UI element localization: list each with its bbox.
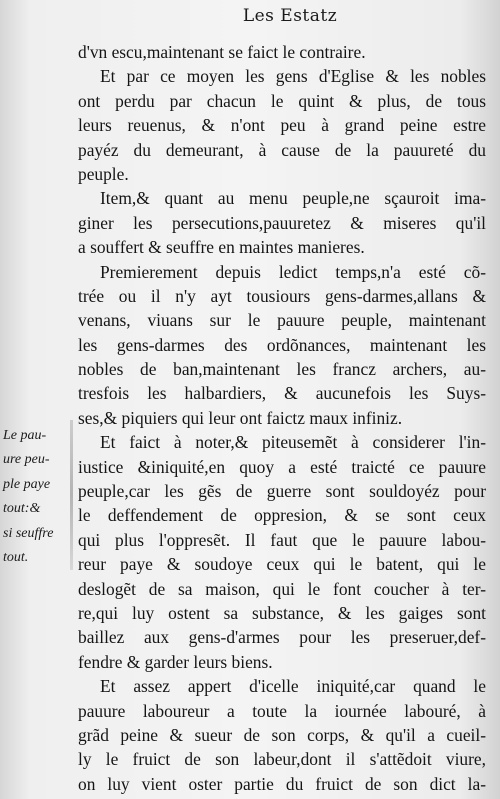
text-line: peuple,car les gẽs de guerre sont souldoyéz pour xyxy=(78,481,486,502)
text-line: deslogẽt de sa maison, qui le font coucher à ter- xyxy=(78,578,486,599)
text-line: re,qui luy ostent sa substance, & les gaiges sont xyxy=(78,602,486,623)
margin-note-line: tout:& xyxy=(3,501,41,517)
text-line: leurs reuenus, & n'ont peu à grand peine estre xyxy=(78,115,486,136)
text-line: reur paye & soudoye ceux qui le batent, qui le xyxy=(78,554,486,575)
text-line: ses,& piquiers qui leur ont faictz maux infiniz. xyxy=(78,407,403,428)
text-line: payéz du demeurant, à cause de la pauureté du xyxy=(78,139,486,160)
text-line: Et faict à noter,& piteusemẽt à considerer l'in- xyxy=(100,432,486,453)
margin-note xyxy=(3,424,71,570)
margin-note-line: ure peu- xyxy=(3,452,50,468)
text-line: grãd peine & sueur de son corps, & qu'il a cueil- xyxy=(78,724,486,745)
text-line: nobles de ban,maintenant les francz archers, au- xyxy=(78,359,486,380)
text-line: ont perdu par chacun le quint & plus, de tous xyxy=(78,90,486,111)
text-line: ly le fruict de son labeur,dont il s'attẽdoit viure, xyxy=(78,749,486,770)
text-line: qui plus l'oppresẽt. Il faut que le pauure labou- xyxy=(78,529,486,550)
text-line: Et assez appert d'icelle iniquité,car quand le xyxy=(100,676,486,697)
margin-note-line: tout. xyxy=(3,550,29,566)
text-line: baillez aux gens-d'armes pour les preseruer,def- xyxy=(78,627,486,648)
text-line: Premierement depuis ledict temps,n'a esté cõ- xyxy=(100,261,486,282)
text-line: iustice &iniquité,en quoy a esté traicté ce pauure xyxy=(78,456,486,477)
margin-note-line: ple paye xyxy=(3,476,51,492)
text-line: les gens-darmes des ordõnances, maintenant les xyxy=(78,334,486,355)
margin-note-line: Le pau- xyxy=(3,428,47,443)
text-line: pauure laboureur a toute la iournée labouré, à xyxy=(78,700,486,721)
text-line: fendre & garder leurs biens. xyxy=(78,651,273,672)
running-head: Les Estatz xyxy=(242,6,338,26)
text-line: venans, viuans sur le pauure peuple, maintenant xyxy=(78,310,486,331)
text-line: on luy vient oster partie du fruict de son dict la- xyxy=(78,773,486,794)
text-line: giner les persecutions,pauuretez & miseres qu'il xyxy=(78,212,486,233)
text-line: le deffendement de oppresion, & se sont ceux xyxy=(78,505,486,526)
text-line: a souffert & seuffre en maintes manieres. xyxy=(78,237,365,258)
body-text xyxy=(78,40,486,796)
text-line: tresfois les halbardiers, & aucunefois les Suys- xyxy=(78,383,486,404)
text-line: Item,& quant au menu peuple,ne sçauroit ima- xyxy=(100,188,486,209)
text-line: Et par ce moyen les gens d'Eglise & les nobles xyxy=(100,66,486,87)
text-line: peuple. xyxy=(78,163,129,184)
text-line: trée ou il n'y ayt tousiours gens-darmes,allans & xyxy=(78,285,486,306)
text-line: d'vn escu,maintenant se faict le contraire. xyxy=(78,42,366,62)
margin-note-line: si seuffre xyxy=(3,525,54,541)
